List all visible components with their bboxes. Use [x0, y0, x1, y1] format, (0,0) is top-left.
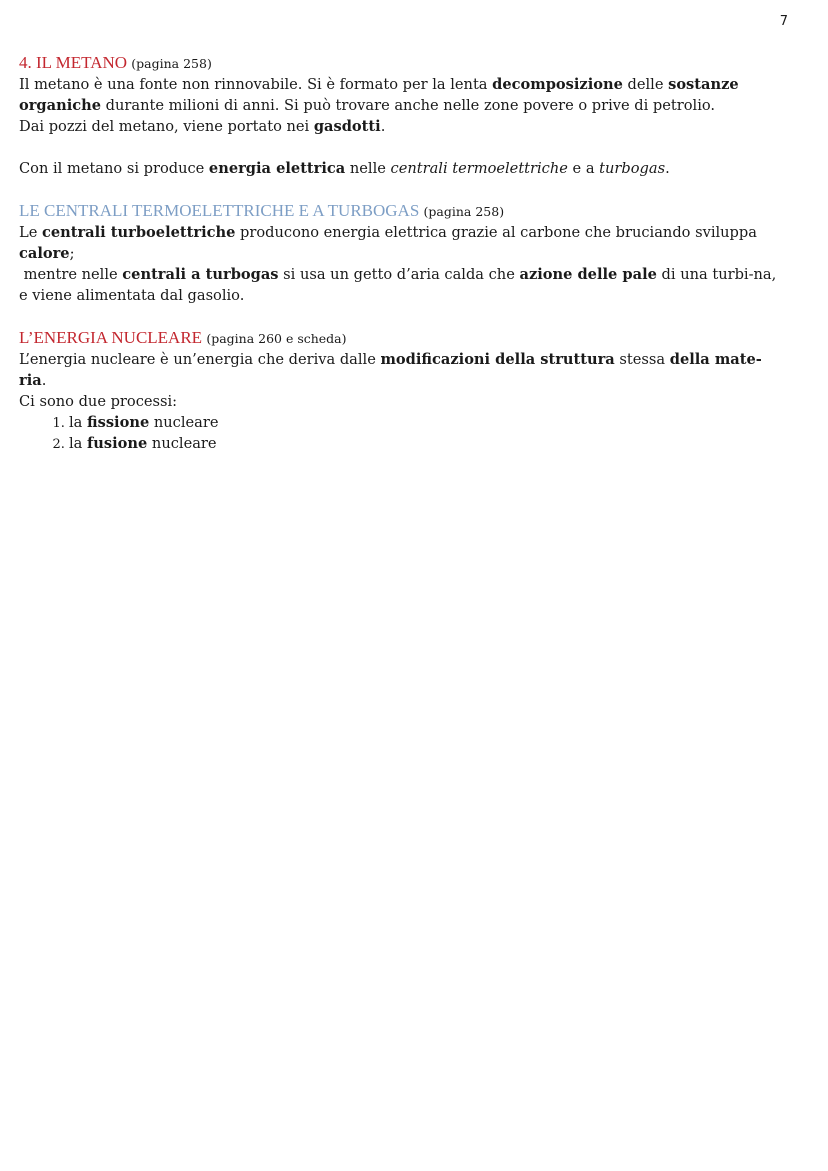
page-reference: (pagina 260 e scheda)	[206, 331, 347, 346]
text: nucleare	[149, 414, 219, 431]
text: L’energia nucleare è un’energia che deriva dalle	[19, 351, 381, 368]
text: durante milioni di anni. Si può trovare anche nelle zone povere o prive di petrolio.	[101, 97, 716, 114]
text: .	[665, 160, 670, 177]
text: ;	[69, 245, 75, 262]
paragraph: Ci sono due processi:	[19, 393, 178, 410]
section-title: L’ENERGIA NUCLEARE	[19, 328, 203, 347]
text: delle	[622, 76, 669, 93]
bold-text: decomposizione	[492, 76, 623, 93]
text: e a	[567, 160, 600, 177]
list-item	[69, 412, 789, 433]
bold-text: centrali a turbogas	[122, 266, 279, 283]
page-reference: (pagina 258)	[423, 204, 505, 219]
text: Il metano è una fonte non rinnovabile. Si è formato per la lenta	[19, 76, 493, 93]
bold-text: modificazioni della struttura	[380, 351, 615, 368]
bold-text: fissione	[87, 414, 150, 431]
section-heading-centrali	[19, 200, 789, 222]
process-list	[19, 412, 789, 454]
text: si usa un getto d’aria calda che	[278, 266, 520, 283]
paragraph	[19, 116, 789, 137]
italic-text: turbogas	[599, 160, 666, 177]
paragraph	[19, 349, 789, 391]
paragraph	[19, 74, 789, 116]
bold-text: energia elettrica	[208, 160, 346, 177]
bold-text: gasdotti	[313, 118, 381, 135]
section-title: LE CENTRALI TERMOELETTRICHE E A TURBOGAS	[19, 201, 420, 220]
text: la	[69, 435, 88, 452]
bold-text: sostanze organiche	[19, 76, 739, 114]
text: di una turbi-na, e viene alimentata dal gasolio.	[19, 266, 777, 304]
bold-text: calore	[19, 245, 70, 262]
text: .	[380, 118, 386, 135]
bold-text: della mate-ria	[19, 351, 762, 389]
text: Con il metano si produce	[19, 160, 209, 177]
text: nucleare	[147, 435, 217, 452]
bold-text: centrali turboelettriche	[41, 224, 236, 241]
page-number: 7	[779, 14, 788, 29]
text: nelle	[345, 160, 391, 177]
text: .	[41, 372, 47, 389]
text: Le	[19, 224, 42, 241]
text: Dai pozzi del metano, viene portato nei	[19, 118, 314, 135]
bold-text: fusione	[87, 435, 148, 452]
page-reference: (pagina 258)	[131, 56, 212, 71]
paragraph	[19, 222, 789, 264]
text: la	[69, 414, 88, 431]
italic-text: centrali termoelettriche	[390, 160, 568, 177]
section-title: 4. IL METANO	[19, 53, 128, 72]
section-heading-nucleare	[19, 327, 789, 349]
document-body	[19, 52, 789, 454]
paragraph	[19, 158, 789, 179]
text: producono energia elettrica grazie al carbone che bruciando sviluppa	[235, 224, 757, 241]
section-heading-metano	[19, 52, 789, 74]
text: stessa	[614, 351, 670, 368]
text: mentre nelle	[19, 266, 123, 283]
list-item	[69, 433, 789, 454]
paragraph	[19, 264, 789, 306]
bold-text: azione delle pale	[519, 266, 657, 283]
